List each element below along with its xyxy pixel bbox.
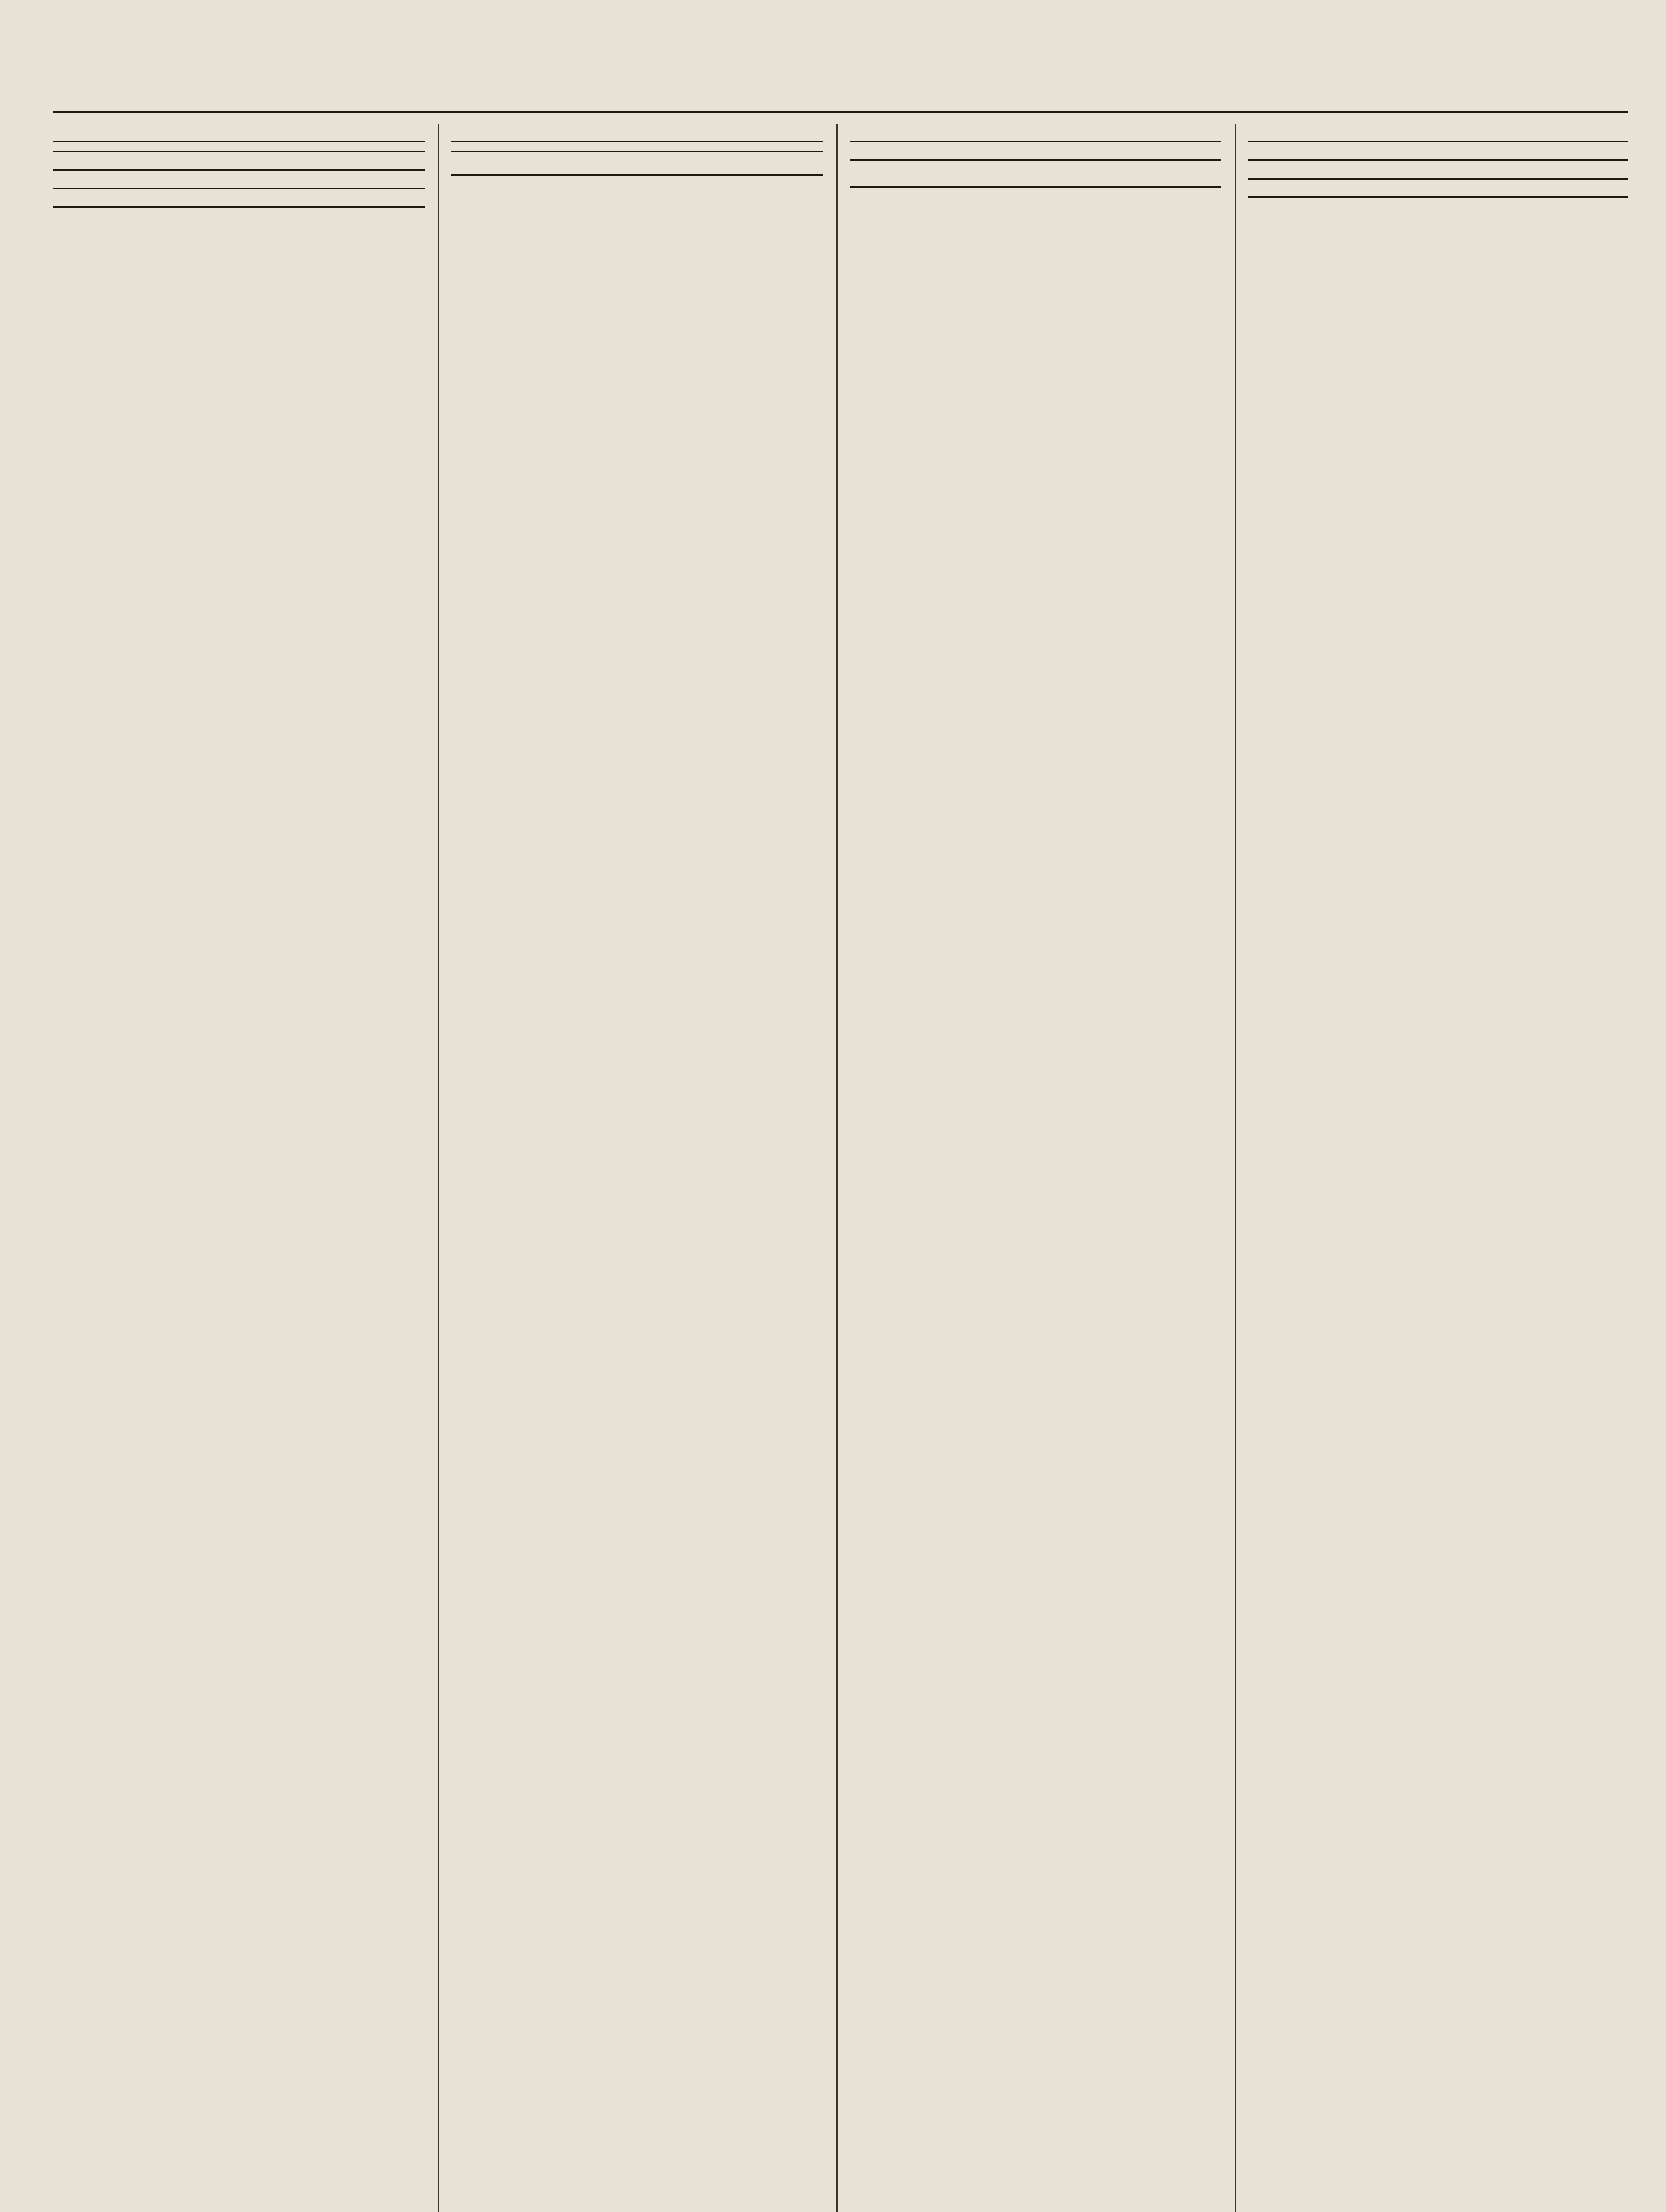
- devisen-table: [53, 150, 425, 152]
- section-heading: [1248, 173, 1628, 180]
- section-heading: [53, 183, 425, 189]
- column-3: [850, 124, 1221, 2212]
- column-4: [1248, 124, 1628, 2212]
- column-1: [53, 124, 425, 2212]
- section-heading: [1248, 155, 1628, 161]
- column-rule: [438, 124, 439, 2212]
- column-2: [451, 124, 823, 2212]
- section-heading: [1248, 136, 1628, 142]
- section-heading: [53, 165, 425, 171]
- column-rule: [1235, 124, 1236, 2212]
- section-heading: [1248, 192, 1628, 198]
- section-heading: [53, 202, 425, 208]
- section-heading: [53, 136, 425, 142]
- section-heading: [850, 155, 1221, 161]
- section-heading: [850, 136, 1221, 142]
- column-rule: [836, 124, 838, 2212]
- newspaper-page: [53, 75, 1628, 2212]
- section-heading: [451, 136, 823, 142]
- wiener-schlusskurse-table: [451, 150, 823, 152]
- section-heading: [451, 170, 823, 176]
- section-heading: [850, 181, 1221, 188]
- page-header: [53, 75, 1628, 113]
